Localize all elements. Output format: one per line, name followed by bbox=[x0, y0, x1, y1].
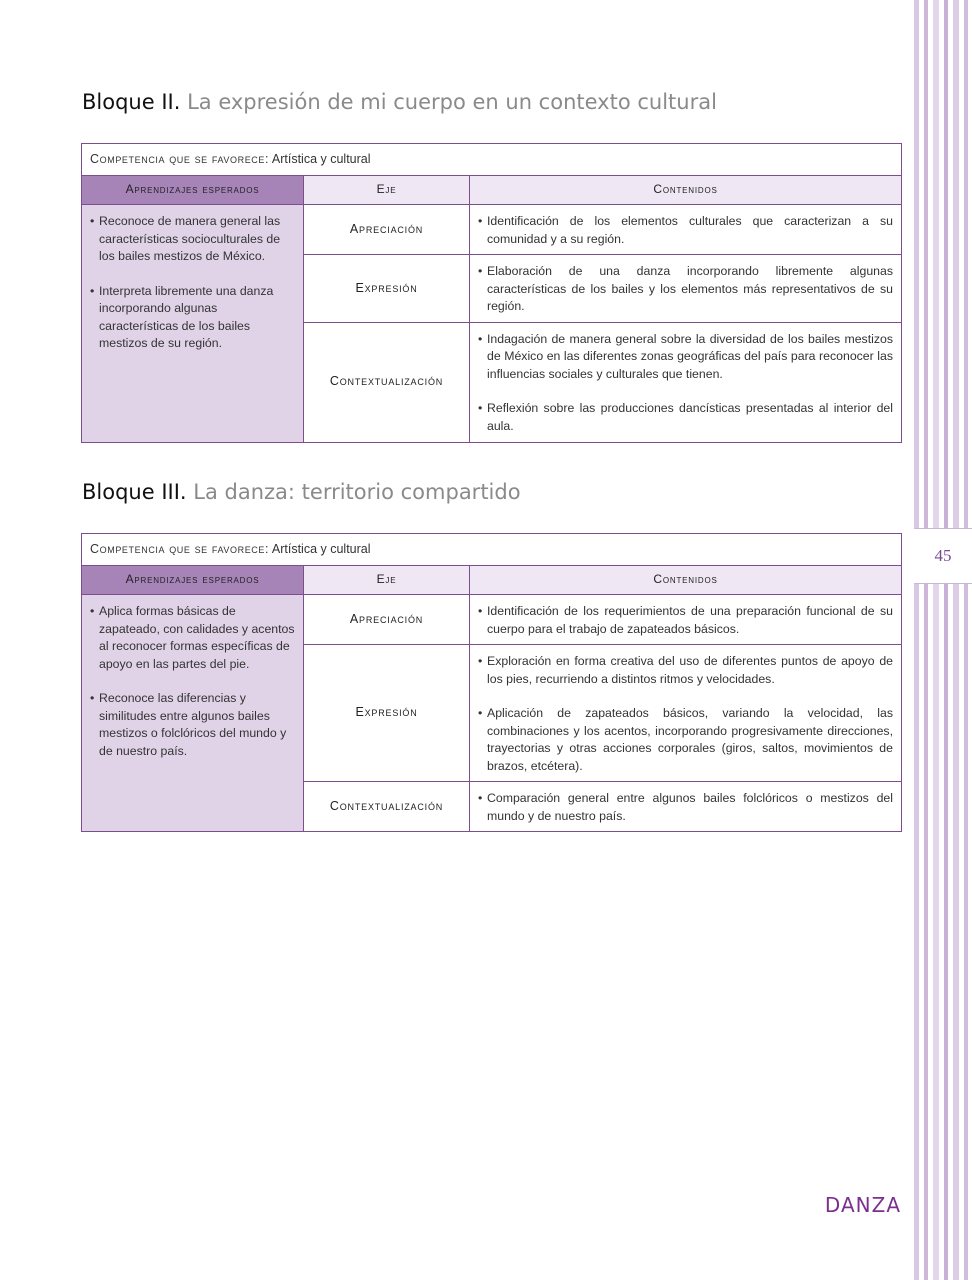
contenidos-cell bbox=[470, 782, 902, 832]
aprendizajes-cell bbox=[82, 595, 304, 832]
page-number: 45 bbox=[934, 546, 952, 565]
competencia-row bbox=[82, 534, 902, 566]
competencia-value: Artística y cultural bbox=[271, 542, 371, 556]
header-aprendizajes: Aprendizajes esperados bbox=[82, 176, 304, 205]
block-3-subtitle: La danza: territorio compartido bbox=[193, 480, 521, 504]
contenidos-cell bbox=[470, 322, 902, 442]
block-3-table bbox=[81, 533, 902, 832]
competencia-label: Competencia que se favorece: bbox=[90, 542, 270, 556]
eje-expresion: Expresión bbox=[304, 645, 470, 782]
block-3-title bbox=[82, 480, 521, 504]
contenido-item: • Aplicación de zapateados básicos, variando la velocidad, las combinaciones y los acentos, incorporando progresivamente direcciones, trayectorias y otras acciones corporales (giros, saltos, movimientos de brazos, etcétera). bbox=[478, 706, 893, 773]
header-contenidos: Contenidos bbox=[470, 566, 902, 595]
eje-apreciacion: Apreciación bbox=[304, 595, 470, 645]
contenido-item: • Exploración en forma creativa del uso de diferentes puntos de apoyo de los pies, recurriendo a distintos ritmos y velocidades. bbox=[478, 654, 893, 686]
contenido-item: • Indagación de manera general sobre la diversidad de los bailes mestizos de México en las diferentes zonas geográficas del país para reconocer las influencias sociales y culturales que tienen. bbox=[478, 331, 893, 381]
contenido-item: • Comparación general entre algunos bailes folclóricos o mestizos del mundo y de nuestro país. bbox=[478, 791, 893, 823]
aprendizaje-item: • Reconoce las diferencias y similitudes entre algunos bailes mestizos o folclóricos del mundo y de nuestro país. bbox=[90, 691, 287, 758]
block-2-subtitle: La expresión de mi cuerpo en un contexto cultural bbox=[187, 90, 717, 114]
contenido-item: • Identificación de los requerimientos de una preparación funcional de su cuerpo para el trabajo de zapateados básicos. bbox=[478, 604, 893, 636]
footer-subject: DANZA bbox=[824, 1193, 901, 1217]
competencia-row bbox=[82, 144, 902, 176]
contenido-item: • Elaboración de una danza incorporando libremente algunas características de los bailes y los elementos más representativos de su región. bbox=[478, 264, 893, 313]
header-aprendizajes: Aprendizajes esperados bbox=[82, 566, 304, 595]
header-contenidos: Contenidos bbox=[470, 176, 902, 205]
contenidos-cell bbox=[470, 255, 902, 323]
eje-contextualizacion: Contextualización bbox=[304, 322, 470, 442]
table-header-row bbox=[82, 176, 902, 205]
contenidos-cell bbox=[470, 645, 902, 782]
block-2-table bbox=[81, 143, 902, 443]
block-2-label: Bloque II. bbox=[82, 90, 181, 114]
page-edge-stripes bbox=[914, 0, 972, 1280]
contenido-item: • Reflexión sobre las producciones dancísticas presentadas al interior del aula. bbox=[478, 401, 893, 433]
competencia-value: Artística y cultural bbox=[271, 152, 371, 166]
aprendizajes-cell bbox=[82, 205, 304, 443]
eje-expresion: Expresión bbox=[304, 255, 470, 323]
contenidos-cell bbox=[470, 595, 902, 645]
header-eje: Eje bbox=[304, 566, 470, 595]
page-number-tab bbox=[914, 528, 972, 584]
header-eje: Eje bbox=[304, 176, 470, 205]
contenidos-cell bbox=[470, 205, 902, 255]
block-2-title bbox=[82, 90, 717, 114]
eje-contextualizacion: Contextualización bbox=[304, 782, 470, 832]
eje-apreciacion: Apreciación bbox=[304, 205, 470, 255]
competencia-label: Competencia que se favorece: bbox=[90, 152, 270, 166]
table-row bbox=[82, 205, 902, 255]
table-header-row bbox=[82, 566, 902, 595]
aprendizaje-item: • Interpreta libremente una danza incorporando algunas características de los bailes mestizos de su región. bbox=[90, 283, 274, 350]
contenido-item: • Identificación de los elementos culturales que caracterizan a su comunidad y a su región. bbox=[478, 214, 893, 246]
aprendizaje-item: • Aplica formas básicas de zapateado, con calidades y acentos al reconocer formas específicas de apoyo en las partes del pie. bbox=[90, 604, 295, 671]
block-3-label: Bloque III. bbox=[82, 480, 187, 504]
table-row bbox=[82, 595, 902, 645]
aprendizaje-item: • Reconoce de manera general las características socioculturales de los bailes mestizos de México. bbox=[90, 214, 281, 263]
